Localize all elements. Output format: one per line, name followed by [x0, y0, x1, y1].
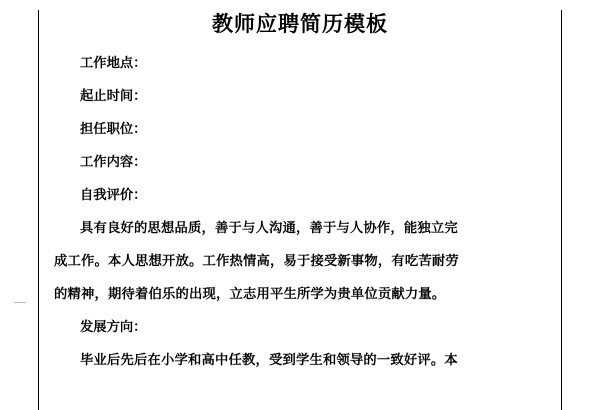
page-border-right — [561, 10, 562, 410]
page-title: 教师应聘简历模板 — [212, 11, 388, 36]
field-self-evaluation: 自我评价： — [80, 188, 147, 203]
field-work-content: 工作内容： — [80, 155, 147, 170]
field-work-location: 工作地点： — [80, 56, 147, 71]
page-border-left — [38, 10, 39, 410]
field-duration: 起止时间： — [80, 89, 147, 104]
self-evaluation-line-3: 的精神，期待着伯乐的出现，立志用平生所学为贵单位贡献力量。 — [54, 287, 446, 302]
field-position: 担任职位： — [80, 122, 147, 137]
self-evaluation-line-2: 成工作。本人思想开放。工作热情高，易于接受新事物，有吃苦耐劳 — [54, 254, 459, 269]
self-evaluation-line-1: 具有良好的思想品质，善于与人沟通，善于与人协作，能独立完 — [80, 221, 458, 236]
field-development-direction: 发展方向： — [80, 320, 147, 335]
document-body — [0, 47, 600, 377]
document-page — [0, 10, 600, 410]
development-direction-line-1: 毕业后先后在小学和高中任教，受到学生和领导的一致好评。本 — [80, 353, 458, 368]
scroll-marker[interactable] — [14, 302, 26, 303]
